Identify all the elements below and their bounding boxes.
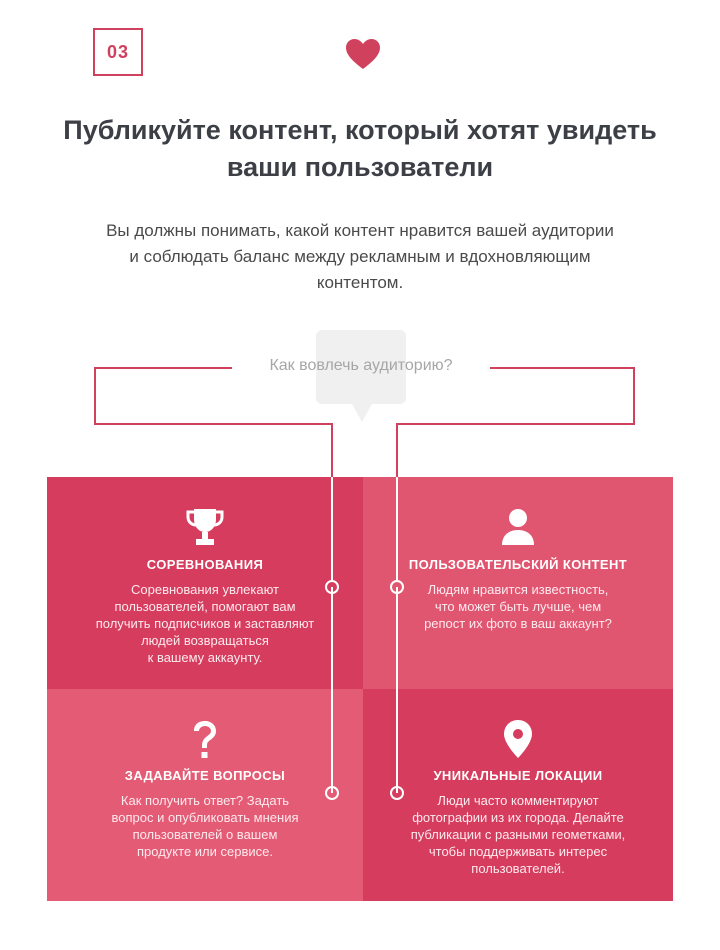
title-line-1: Публикуйте контент, который хотят увидеть [63,115,657,145]
tip-card-competitions [47,477,363,689]
tip-title: ПОЛЬЗОВАТЕЛЬСКИЙ КОНТЕНТ [408,557,628,572]
tip-card-ask-questions [47,689,363,901]
trophy-icon [186,507,224,547]
step-number-badge: 03 [93,28,143,76]
tip-card-user-content [363,477,673,689]
user-icon [500,507,536,547]
page-title [20,112,700,186]
location-pin-icon [503,719,533,759]
tip-text: Людям нравится известность, что может быть лучше, чем репост их фото в ваш аккаунт? [424,582,612,631]
tip-title: ЗАДАВАЙТЕ ВОПРОСЫ [124,768,286,783]
question-mark-icon [190,719,220,761]
heart-icon [345,38,381,70]
question-label: Как вовлечь аудиторию? [269,357,453,374]
page-subtitle [40,218,680,296]
tips-grid [47,477,673,901]
subtitle-line-2: и соблюдать баланс между рекламным и вдохновляющим [129,247,591,266]
subtitle-line-3: контентом. [316,273,404,292]
tip-text: Как получить ответ? Задать вопрос и опубликовать мнения пользователей о вашем продукте или сервисе. [111,793,299,859]
tip-text: Люди часто комментируют фотографии из их города. Делайте публикации с разными геометками, чтобы поддерживать интерес пользователей. [410,793,626,876]
tip-title: УНИКАЛЬНЫЕ ЛОКАЦИИ [433,768,603,783]
subtitle-line-1: Вы должны понимать, какой контент нравится вашей аудитории [106,221,614,240]
tip-card-unique-locations [363,689,673,901]
tip-text: Соревнования увлекают пользователей, помогают вам получить подписчиков и заставляют людей возвращаться к вашему аккаунту. [95,582,315,665]
tip-title: СОРЕВНОВАНИЯ [146,557,264,572]
title-line-2: ваши пользователи [226,152,494,182]
